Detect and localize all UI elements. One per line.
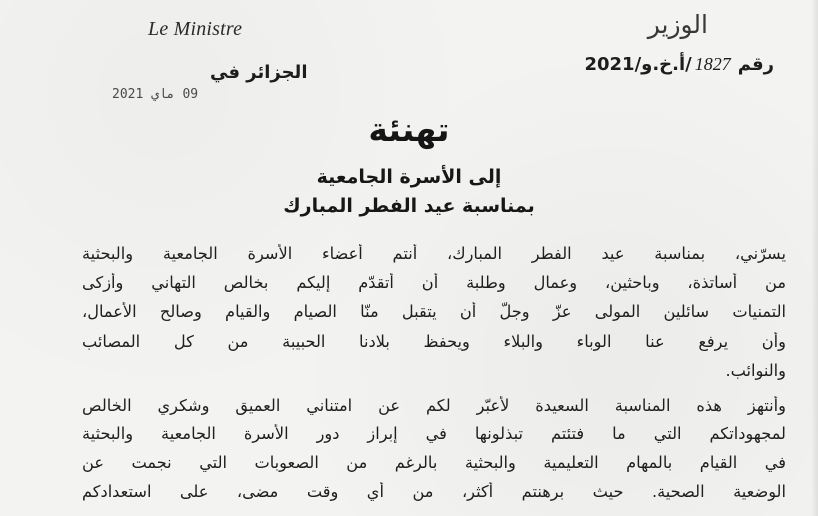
place-label: الجزائر في (210, 62, 308, 83)
reference-label: رقم (737, 54, 774, 75)
body-line: وأنتهز هذه المناسبة السعيدة لأعبّر لكم عن امتناني العميق وشكري الخالص (82, 396, 786, 415)
minister-title-arabic: الوزير (647, 10, 708, 39)
reference-number: 1827 (694, 54, 731, 74)
minister-title-french: Le Ministre (148, 18, 243, 40)
body-line: من أساتذة، وباحثين، وعمال وطلبة أن أتقدّم إليكم بخالص التهاني وأزكى (82, 273, 786, 292)
page-edge-shadow (811, 0, 818, 516)
recipient-line: إلى الأسرة الجامعية (316, 166, 502, 188)
body-line: وأن يرفع عنا الوباء والبلاء ويحفظ بلادنا الحبيبة من كل المصائب (82, 332, 786, 351)
body-line: التمنيات سائلين المولى عزّ وجلّ أن يتقبل منّا الصيام والقيام وصالح الأعمال، (82, 302, 786, 321)
stamped-date: 09 ماي 2021 (112, 87, 199, 102)
body-line: في القيام بالمهام التعليمية والبحثية بالرغم من الصعوبات التي نجمت عن (82, 453, 786, 472)
body-line: والنوائب. (725, 361, 786, 380)
body-line: لمجهوداتكم التي ما فتئتم تبذلونها في إبراز دور الأسرة الجامعية والبحثية (82, 424, 786, 443)
reference-code: /أ.خ.و/2021 (584, 54, 692, 75)
body-line: الوضعية الصحية. حيث برهنتم أكثر، من أي وقت مضى، على استعدادكم (82, 482, 786, 501)
body-line: يسرّني، بمناسبة عيد الفطر المبارك، أنتم أعضاء الأسرة الجامعية والبحثية (82, 244, 786, 263)
occasion-line: بمناسبة عيد الفطر المبارك (283, 195, 535, 217)
reference-line (582, 54, 774, 75)
document-title: تهنئة (368, 110, 450, 149)
